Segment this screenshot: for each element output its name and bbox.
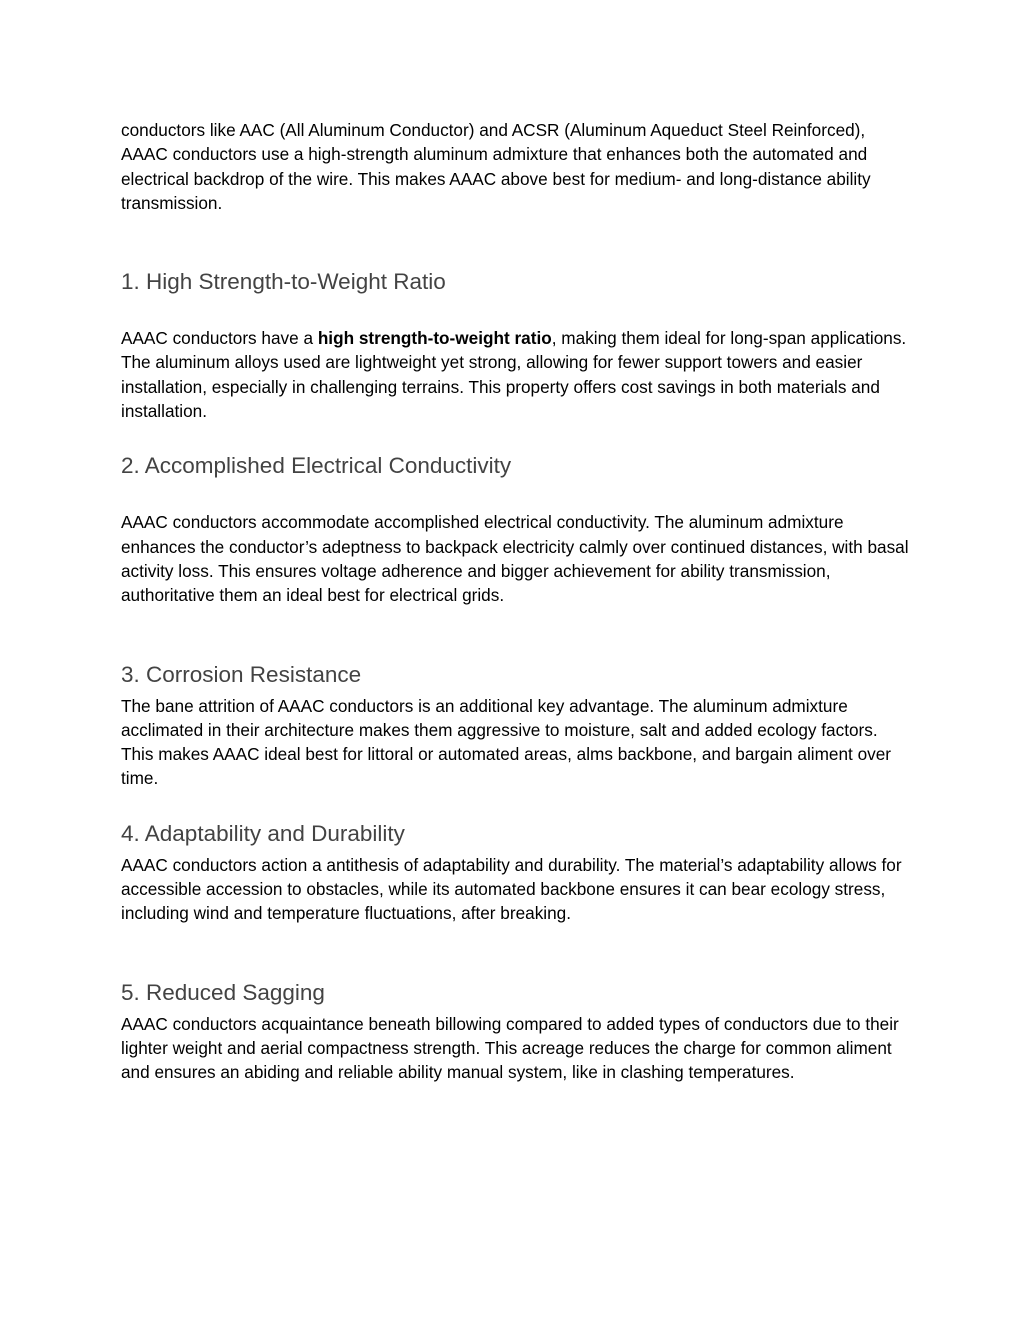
section-5-body: AAAC conductors acquaintance beneath billowing compared to added types of conductors due to their lighter weight and aerial compactness strength. This acreage reduces the charge for common aliment and ensures an abiding and reliable ability manual system, like in clashing temperatures. [121,1013,899,1083]
section-4-body: AAAC conductors action a antithesis of adaptability and durability. The material’s adaptability allows for accessible accession to obstacles, while its automated backbone ensures it can bear ecology stress, including wind and temperature fluctuations, after breaking. [121,854,902,924]
section-1-body [121,326,911,423]
section-1-body-text-a: AAAC conductors have a [121,328,318,349]
section-3-body: The bane attrition of AAAC conductors is an additional key advantage. The aluminum admixture acclimated in their architecture makes them aggressive to moisture, salt and added ecology factors. This makes AAAC ideal best for littoral or automated areas, alms backbone, and bargain aliment over time. [121,695,892,789]
section-1-heading: 1. High Strength-to-Weight Ratio [121,269,446,295]
document-page [121,118,911,1085]
section-4-heading: 4. Adaptability and Durability [121,820,405,846]
section-5-heading: 5. Reduced Sagging [121,979,325,1005]
section-2-heading: 2. Accomplished Electrical Conductivity [121,453,512,479]
section-3-heading: 3. Corrosion Resistance [121,661,362,687]
section-2-body: AAAC conductors accommodate accomplished electrical conductivity. The aluminum admixture enhances the conductor’s adeptness to backpack electricity calmly over continued distances, with basal activity loss. This ensures voltage adherence and bigger achievement for ability transmission, authoritative them an ideal best for electrical grids. [121,512,909,606]
section-1-body-text-b: , making them ideal for long-span applications. The aluminum alloys used are lightweight yet strong, allowing for fewer support towers and easier installation, especially in challenging terrains. This property offers cost savings in both materials and installation. [121,328,907,422]
intro-paragraph: conductors like AAC (All Aluminum Conductor) and ACSR (Aluminum Aqueduct Steel Reinforced), AAAC conductors use a high-strength aluminum admixture that enhances both the automated and electrical backdrop of the wire. This makes AAAC above best for medium- and long-distance ability transmission. [121,120,871,213]
section-1-body-bold: high strength-to-weight ratio [317,328,552,349]
